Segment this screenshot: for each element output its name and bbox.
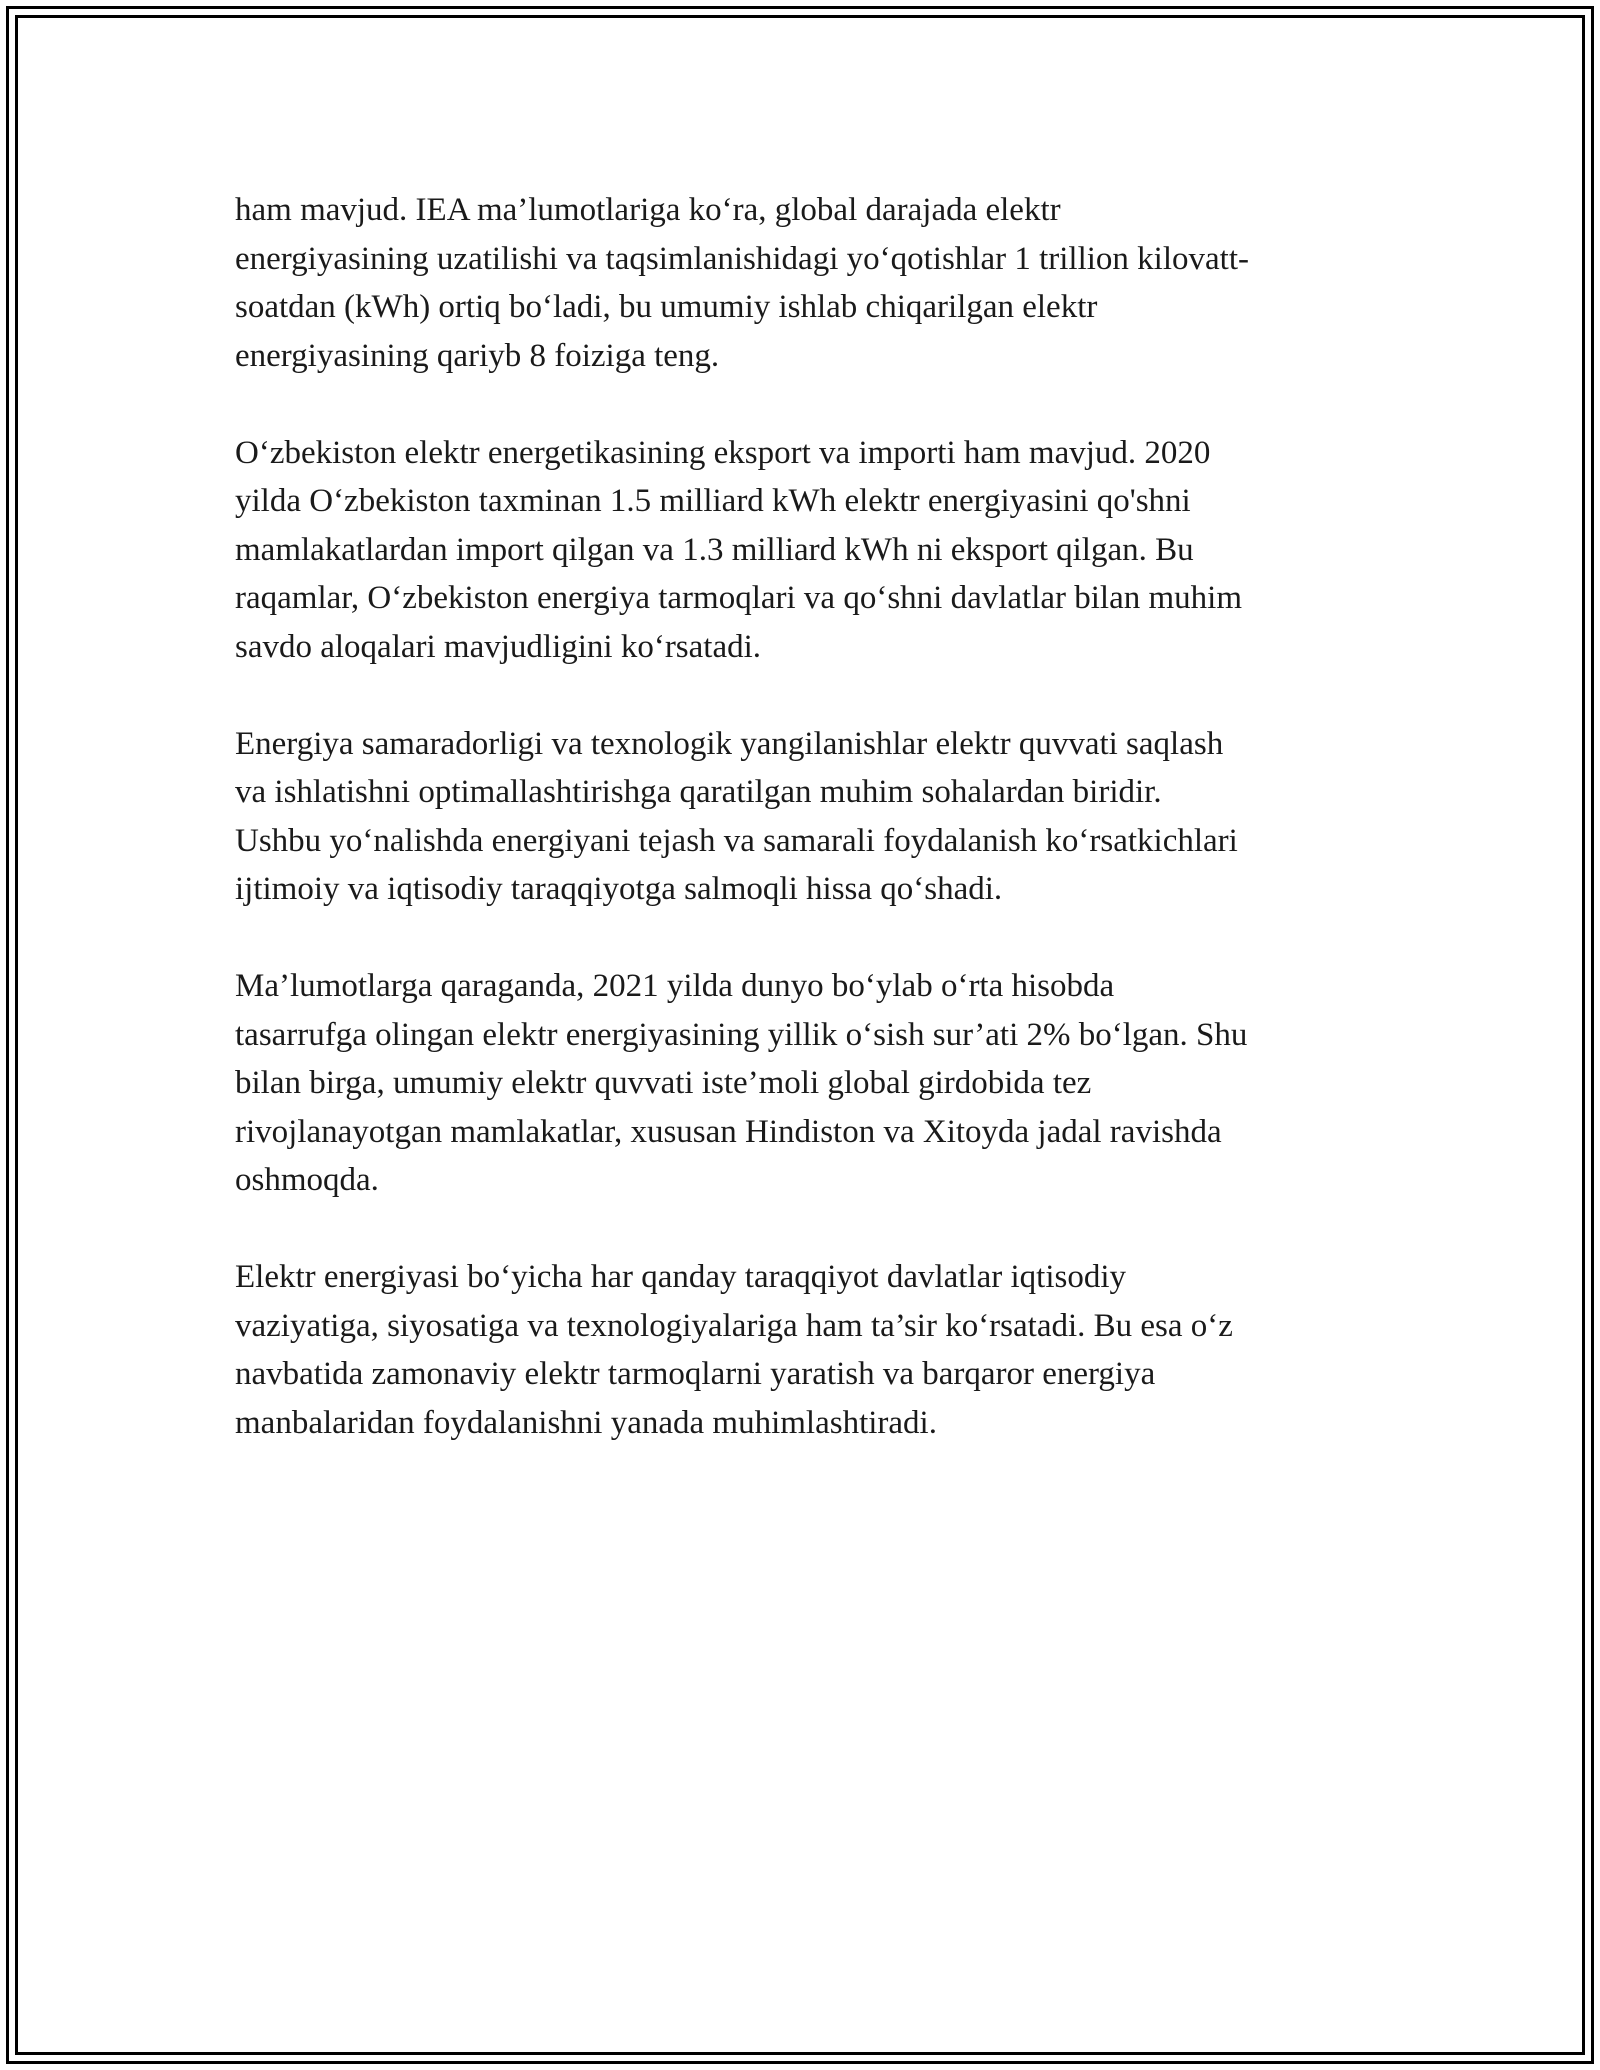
text-line: vaziyatiga, siyosatiga va texnologiyalariga ham ta’sir ko‘rsatadi. Bu esa o‘z — [235, 1307, 1233, 1344]
text-line: energiyasining qariyb 8 foiziga teng. — [235, 337, 720, 374]
text-line: mamlakatlardan import qilgan va 1.3 milliard kWh ni eksport qilgan. Bu — [235, 531, 1194, 568]
text-line: navbatida zamonaviy elektr tarmoqlarni yaratish va barqaror energiya — [235, 1356, 1156, 1392]
paragraph-3 — [235, 720, 1375, 914]
paragraph-2 — [235, 429, 1375, 672]
text-line: bilan birga, umumiy elektr quvvati iste’moli global girdobida tez — [235, 1065, 1092, 1101]
text-line: va ishlatishni optimallashtirishga qaratilgan muhim sohalardan biridir. — [235, 774, 1162, 810]
text-line: Ma’lumotlarga qaraganda, 2021 yilda dunyo bo‘ylab o‘rta hisobda — [235, 968, 1115, 1004]
paragraph-4 — [235, 962, 1375, 1205]
text-line: savdo aloqalari mavjudligini ko‘rsatadi. — [235, 628, 762, 665]
text-line: manbalaridan foydalanishni yanada muhimlashtiradi. — [235, 1404, 937, 1441]
text-line: Ushbu yo‘nalishda energiyani tejash va samarali foydalanish ko‘rsatkichlari — [235, 822, 1238, 859]
text-line: oshmoqda. — [235, 1162, 379, 1198]
text-line: yilda O‘zbekiston taxminan 1.5 milliard kWh elektr energiyasini qo'shni — [235, 483, 1191, 519]
text-line: Elektr energiyasi bo‘yicha har qanday taraqqiyot davlatlar iqtisodiy — [235, 1259, 1127, 1295]
document-body — [235, 186, 1375, 1496]
text-line: ham mavjud. IEA ma’lumotlariga ko‘ra, global darajada elektr — [235, 192, 1061, 228]
text-line: ijtimoiy va iqtisodiy taraqqiyotga salmoqli hissa qo‘shadi. — [235, 871, 1003, 907]
text-line: rivojlanayotgan mamlakatlar, xususan Hindiston va Xitoyda jadal ravishda — [235, 1113, 1222, 1150]
paragraph-5 — [235, 1253, 1375, 1447]
paragraph-1 — [235, 186, 1375, 380]
text-line: energiyasining uzatilishi va taqsimlanishidagi yo‘qotishlar 1 trillion kilovatt- — [235, 240, 1249, 277]
text-line: soatdan (kWh) ortiq bo‘ladi, bu umumiy ishlab chiqarilgan elektr — [235, 289, 1098, 325]
text-line: O‘zbekiston elektr energetikasining eksport va importi ham mavjud. 2020 — [235, 434, 1211, 471]
text-line: Energiya samaradorligi va texnologik yangilanishlar elektr quvvati saqlash — [235, 725, 1224, 762]
text-line: raqamlar, O‘zbekiston energiya tarmoqlari va qo‘shni davlatlar bilan muhim — [235, 580, 1242, 616]
text-line: tasarrufga olingan elektr energiyasining yillik o‘sish sur’ati 2% bo‘lgan. Shu — [235, 1016, 1248, 1053]
